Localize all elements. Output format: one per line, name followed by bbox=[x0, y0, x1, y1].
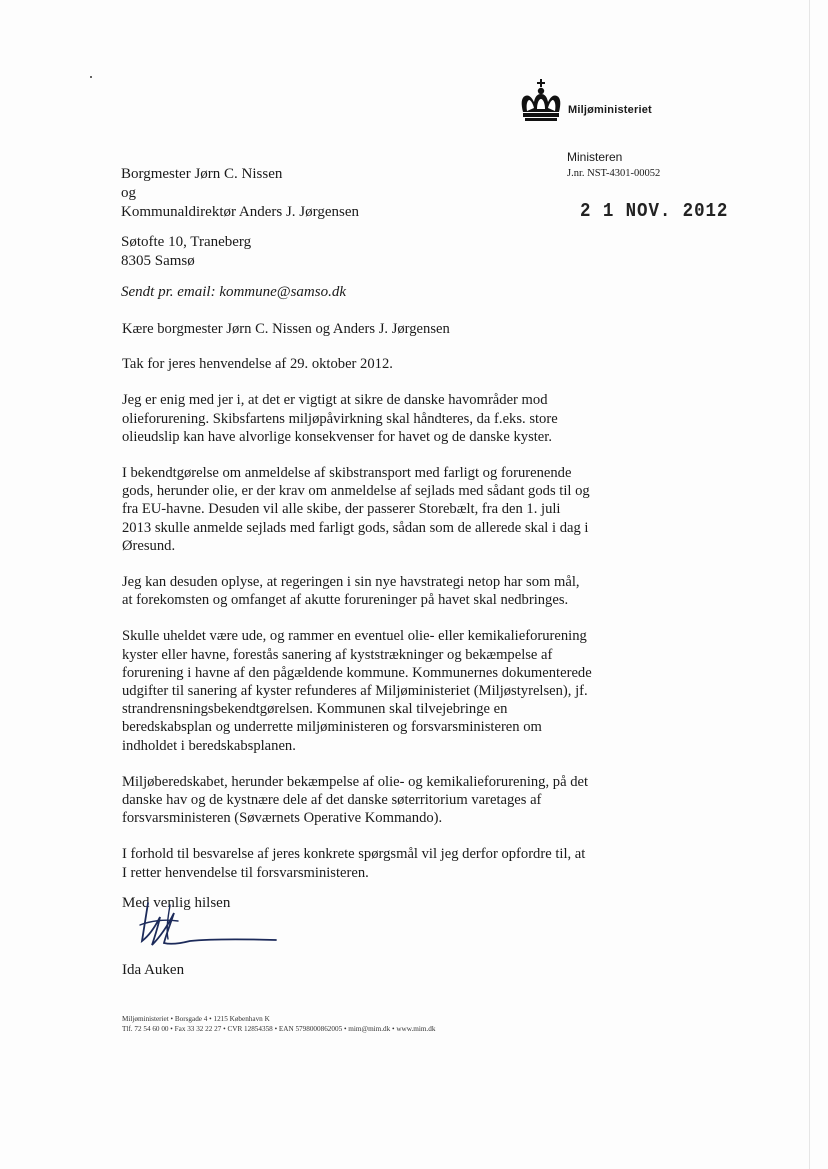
footer-address: Miljøministeriet • Borsgade 4 • 1215 København K bbox=[122, 1015, 270, 1023]
department-label: Ministeren bbox=[567, 150, 623, 164]
recipient-address bbox=[121, 233, 251, 271]
paragraph: Skulle uheldet være ude, og rammer en eventuel olie- eller kemikalieforurening kyster eller havne, forestås sanering af kyststrækninger og bekæmpelse af forurening i havne af den pågældende kommune. Kommunernes dokumenterede udgifter til sanering af kyster refunderes af Miljøministeriet (Miljøstyrelsen), jf. strandrensningsbekendtgørelsen. Kommunen skal tilvejebringe en beredskabsplan og underrette miljøministeren og forsvarsministeren om indholdet i beredskabsplanen. bbox=[122, 628, 592, 754]
street-line: Søtofte 10, Traneberg bbox=[121, 234, 252, 250]
paragraph: I forhold til besvarelse af jeres konkrete spørgsmål vil jeg derfor opfordre til, at I retter henvendelse til forsvarsministeren. bbox=[122, 846, 586, 881]
city-line: 8305 Samsø bbox=[121, 253, 195, 269]
crown-icon bbox=[518, 78, 564, 122]
recipient-block bbox=[121, 165, 359, 222]
salutation: Kære borgmester Jørn C. Nissen og Anders J. Jørgensen bbox=[122, 321, 450, 337]
closing: Med venlig hilsen bbox=[122, 895, 231, 911]
page-edge bbox=[809, 0, 810, 1169]
paragraph: Jeg er enig med jer i, at det er vigtigt at sikre de danske havområder mod olieforurening. Skibsfartens miljøpåvirkning skal håndteres, da f.eks. store olieudslip kan have alvorlige konsekvenser for havet og de danske kyster. bbox=[122, 392, 558, 445]
paragraph: Jeg kan desuden oplyse, at regeringen i sin nye havstrategi netop har som mål, at forekomsten og omfanget af akutte forureninger på havet skal nedbringes. bbox=[122, 574, 580, 609]
recipient-line: Kommunaldirektør Anders J. Jørgensen bbox=[121, 204, 360, 220]
date-stamp: 2 1 NOV. 2012 bbox=[580, 200, 729, 222]
letter-body bbox=[122, 320, 592, 900]
footer-contact: Tlf. 72 54 60 00 • Fax 33 32 22 27 • CVR 12854358 • EAN 5798000862005 • mim@mim.dk • www.mim.dk bbox=[122, 1025, 436, 1033]
recipient-line: Borgmester Jørn C. Nissen bbox=[121, 166, 283, 182]
sent-by-email: Sendt pr. email: kommune@samso.dk bbox=[121, 284, 347, 300]
ministry-logo bbox=[518, 78, 688, 122]
organization-name: Miljøministeriet bbox=[568, 104, 652, 116]
letter-footer bbox=[122, 1014, 435, 1034]
scan-speck bbox=[90, 76, 92, 78]
journal-number: J.nr. NST-4301-00052 bbox=[567, 168, 661, 179]
recipient-line: og bbox=[121, 185, 136, 201]
letter-meta bbox=[567, 150, 660, 179]
paragraph: Miljøberedskabet, herunder bekæmpelse af olie- og kemikalieforurening, på det danske hav og de kystnære dele af det danske søterritorium varetages af forsvarsministeren (Søværnets Operative Kommando). bbox=[122, 773, 589, 827]
signer-name: Ida Auken bbox=[122, 962, 185, 978]
paragraph: Tak for jeres henvendelse af 29. oktober 2012. bbox=[122, 356, 393, 373]
signature-icon bbox=[130, 895, 280, 955]
paragraph: I bekendtgørelse om anmeldelse af skibstransport med farligt og forurenende gods, herunder olie, er der krav om anmeldelse af sejlads med sådant gods til og fra EU-havne. Desuden vil alle skibe, der passerer Storebælt, fra den 1. juli 2013 skulle anmelde sejlads med farligt gods, sådan som de allerede skal i dag i Øresund. bbox=[122, 465, 590, 554]
